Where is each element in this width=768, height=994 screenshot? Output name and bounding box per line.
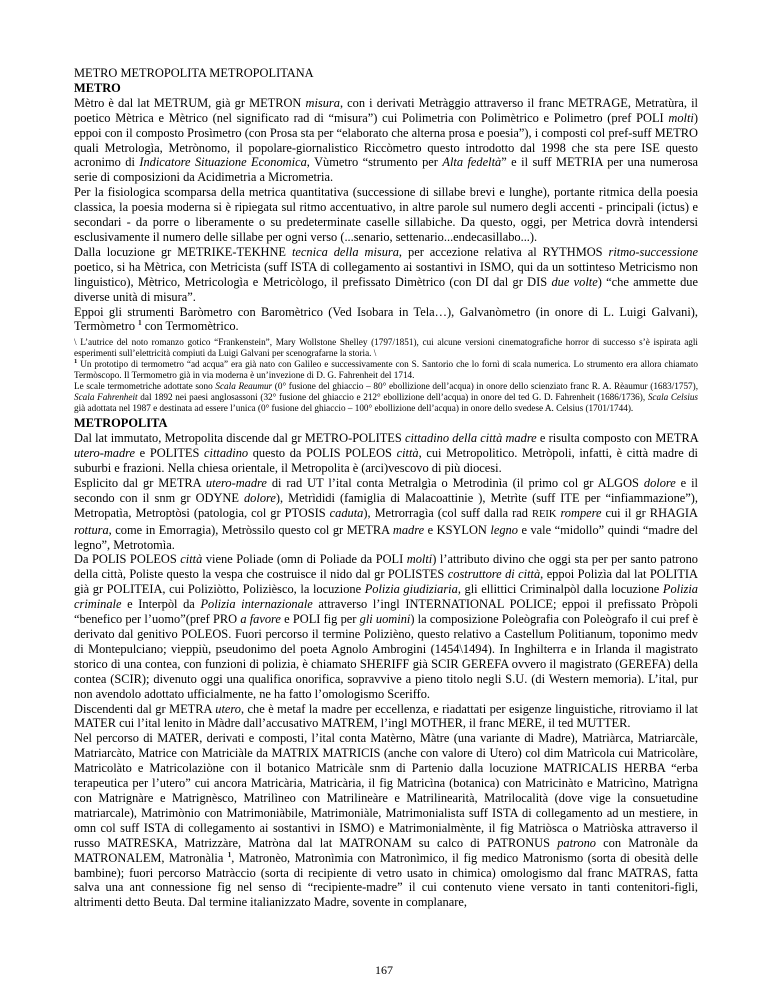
paragraph-metro-intro: Mètro è dal lat METRUM, già gr METRON misura, con i derivati Metràggio attraverso il franc METRAGE, Metratùra, il poetico Mètrica e Mètrico (nel significato rad di “misura”) cui Polimetria con Polimètrico e Polimetro (pref POLI molti) eppoi con il composto Prosìmetro (con Prosa sta per “elaborato che alterna prosa e poesia”), i composti col pref-suff METRO quali Metrologìa, Metrònomo, il popolare-giornalistico Riccòmetro questo introdotto dal 1998 che sta pere ISE questo acronimo di Indicatore Situazione Economica, Vùmetro “strumento per Alta fedeltà” e il suff METRIA per una numerosa serie di composizioni da Acidimetria a Micrometria. — [74, 95, 699, 185]
footnote-scales: Le scale termometriche adottate sono Scala Reaumur (0° fusione del ghiaccio – 80° ebollizione dell’acqua) in onore dello scienziato franc R. A. Rèaumur (1683/1757), Scala Fahrenheit dal 1892 nei paesi anglosassoni (32° fusione del ghiaccio e 212° ebollizione dell’acqua) in onore del ted G. D. Fahrenheit (1686/1736), Scala Celsius già adottata nel 1987 e destinata ad essere l’unica (0° fusione del ghiaccio – 100° ebollizione dell’acqua) in onore dello svedese A. Celsius (1701/1744). — [74, 381, 699, 414]
paragraph-mater: Discendenti dal gr METRA utero, che è metaf la madre per eccellenza, e riadattati per esigenze linguistiche, ritroviamo il lat MATER cui l’ital lenito in Màdre dall’accusativo MATREM, l’ingl MOTHER, il franc MERE, il ted MUTTER. — [74, 701, 699, 731]
paragraph-strumenti: Eppoi gli strumenti Baròmetro con Baromètrico (Ved Isobara in Tela…), Galvanòmetro (in onore di L. Luigi Galvani), Termòmetro $^1$ con Termomètrico. — [74, 304, 698, 334]
paragraph-metrica: Per la fisiologica scomparsa della metrica quantitativa (successione di sillabe brevi e lunghe), portante ritmica della poesia classica, la poesia moderna si è ripiegata sul ritmo accentuativo, in altre parole sul numero degli accenti - principali (ictus) e secondari - da porre o liberamente o su predeterminate caselle sillabiche. Da questo, oggi, per Metrica dovrà intendersi esclusivamente il numero delle sillabe per ogni verso (...senario, settenario...endecasillabo...). — [74, 185, 698, 244]
page-number: 167 — [375, 963, 393, 977]
paragraph-metropolita: Dal lat immutato, Metropolita discende dal gr METRO-POLITES cittadino della città madre e risulta composto con METRA utero-madre e POLITES cittadino questo da POLIS POLEOS città, cui Metropolitico. Metròpoli, infatti, è città madre di suburbi e frazioni. Nella chiesa orientale, il Metropolita è (arci)vescovo di più diocesi. — [74, 431, 699, 476]
section-title-metro: METRO — [74, 80, 121, 95]
footnote-shelley: \ L’autrice del noto romanzo gotico “Frankenstein”, Mary Wollstone Shelley (1797/1851), cui alcune versioni cinematografiche horror di successo s’è ispirata agli esperimenti sull’elettricità compiuti da Luigi Galvani per scenografarne la storia. \ — [74, 337, 698, 359]
footnote-1: $^1$ Un prototipo di termometro “ad acqua” era già nato con Galileo e successivamente con S. Santorio che lo fornì di scala numerica. Lo strumento era allora chiamato Termòscopo. Il Termometro già in via moderna è un’invezione di D. G. Fahrenheit del 1714. — [74, 358, 698, 381]
paragraph-metra: Esplicito dal gr METRA utero-madre di rad UT l’ital conta Metralgìa o Metrodinìa (il primo col gr ALGOS dolore e il secondo con il snm gr ODYNE dolore), Metrìdidi (famiglia di Malacoattinie ), Metrìte (suff ITE per “infiammazione”), Metropatìa, Metroptòsi (patologia, col gr PTOSIS caduta), Metrorragìa (col suff dalla rad REIK rompere cui il gr RHAGIA rottura, come in Emorragia), Metròssilo questo col gr METRA madre e KSYLON legno e vale “midollo” quindi “madre del legno”, Metrotomìa. — [74, 475, 698, 552]
section-title-metropolita: METROPOLITA — [74, 416, 168, 431]
document-page — [74, 66, 698, 910]
paragraph-percorso-mater: Nel percorso di MATER, derivati e composti, l’ital conta Matèrno, Màtre (una variante di Madre), Matriàrca, Matriarcàle, Matriarcàto, Matrice con Matriciàle da MATRIX MATRICIS (anche con valore di Utero) col dim Matrìcola cui Matricolàre, Matricolàto e Matricolaziòne con il botanico Matricàle snm di Partenio dalla locuzione MATRICALIS HERBA “erba terapeutica per l’utero” cui ancora Matricària, Matricària, il fig Matricìna (botanica) con Matricinàto e Matricìno, Matrìgna con Matrignàre e Matrignèsco, Matrilìneo con Matrilineàre e Matrilinearità, Matrilocalità (dove vige la consuetudine matriarcale), Matrimònio con Matrimoniàbile, Matrimoniàle, Matrimonialista suff ISTA di collegamento ad un mestiere, in omn col suff ISTA di collegamento ai sostantivi in ISMO) e Matrimonialmènte, il fig Matriòsca o Matriòska attraverso il russo MATRESKA, Matrizzàre, Matròna dal lat MATRONAM su calco di PATRONUS patrono con Matronàle da MATRONALEM, Matronàlia $^1$, Matronèo, Matronìmia con Matronìmico, il fig medico Matronismo (sorta di obesità delle bambine); fuori percorso Matràccio (sorta di recipiente di vetro usato in chimica) omologismo dal franc MATRAS, fatta salva una ant connessione fig nel senso di “recipiente-madre” il cui contenuto viene versato in tanti contenitori-figli, altrimenti detto Beuta. Dal termine italianizzato Madre, sovente in complanare, — [74, 731, 699, 910]
paragraph-metrike: Dalla locuzione gr METRIKE-TEKHNE tecnica della misura, per accezione relativa al RYTHMOS ritmo-successione poetico, si ha Mètrica, con Metricista (suff ISTA di collegamento ai sostantivi in ISMO, qui da un sottinteso Metricismo non linguistico), Mètrico, Metricologìa e Metricòlogo, il prefissato Dimètrico (con DI dal gr DIS due volte) “che ammette due diverse unità di misura”. — [74, 244, 699, 304]
paragraph-polis: Da POLIS POLEOS città viene Poliade (omn di Poliade da POLI molti) l’attributo divino che oggi sta per per santo patrono della città, Poliste questo la vespa che costruisce il nido dal gr POLISTES costruttore di città, eppoi Polizìa dal lat POLITIA già gr POLITEIA, cui Poliziòtto, Polizièsco, la locuzione Polizia giudiziaria, gli ellittici Criminalpòl dalla locuzione Polizia criminale e Interpòl da Polizia internazionale attraverso l’ingl INTERNATIONAL POLICE; eppoi il prefissato Pròpoli “benefico per l’uomo”(pref PRO a favore e POLI fig per gli uomini) la composizione Poleògrafia con Poleògrafo il cui pref è derivato dal genitivo POLEOS. Fuori percorso il termine Polizièno, questo relativo a Castellum Politianum, toponimo medv di Montepulciano; vieppiù, pseudonimo del poeta Agnolo Ambrogini (1454\1494). In Inghilterra e in Irlanda il magistrato storico di una contea, con funzioni di polizia, è chiamato SHERIFF già SCIR GEREFA ovvero il magistrato (GEREFA) della contea (SCIR); divenuto oggi una qualifica onorifica, sopravvive a pieno titolo negli S.U. (di Western memoria). L’ital, pur non avendolo adottato ufficialmente, ne ha fatto l’omologismo Sceriffo. — [74, 552, 699, 701]
header-line: METRO METROPOLITA METROPOLITANA — [74, 66, 314, 80]
